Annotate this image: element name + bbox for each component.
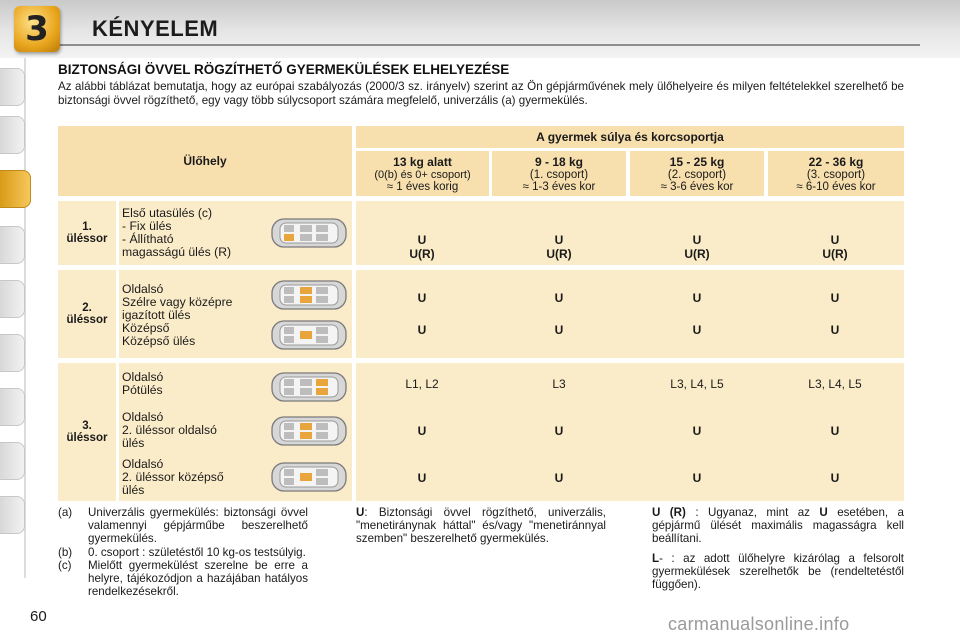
side-tab-9	[0, 496, 25, 534]
group-age: ≈ 6-10 éves kor	[796, 180, 876, 193]
side-tab-5	[0, 280, 25, 318]
cell-value: U U(R)	[822, 233, 848, 261]
row-label-1: 1. üléssor	[58, 201, 116, 265]
seat-description: Oldalsó Szélre vagy középre igazított ülés	[122, 282, 233, 322]
group-header: A gyermek súlya és korcsoportja	[536, 130, 724, 144]
row-2-values-cell	[356, 270, 904, 358]
cell-value: L3, L4, L5	[670, 377, 724, 391]
group-header-2	[630, 151, 764, 196]
legend-key: U	[819, 506, 828, 519]
footnote-key: (c)	[58, 558, 72, 572]
chapter-number: 3	[25, 9, 49, 49]
cell-value: U	[830, 424, 840, 438]
side-tab-1	[0, 68, 25, 106]
group-header-3	[768, 151, 904, 196]
side-tab-3-active	[0, 170, 31, 208]
side-tab-4	[0, 226, 25, 264]
group-header-0	[356, 151, 489, 196]
legend-u	[356, 506, 606, 546]
cell-value: U	[417, 291, 427, 305]
cell-value: U	[830, 323, 840, 337]
legend-key: L	[652, 551, 660, 565]
car-seat-diagram-icon	[270, 318, 348, 352]
seat-header: Ülőhely	[183, 154, 227, 168]
footnote	[58, 506, 308, 546]
seat-description: Középső Középső ülés	[122, 321, 196, 348]
group-age: ≈ 1 éves korig	[386, 180, 459, 193]
cell-value: U	[830, 291, 840, 305]
group-header-cell	[356, 126, 904, 148]
cell-value: U	[830, 471, 840, 485]
cell-value: U	[692, 424, 702, 438]
cell-value: U U(R)	[409, 233, 435, 261]
chapter-title: KÉNYELEM	[92, 16, 219, 41]
cell-value: L3, L4, L5	[808, 377, 862, 391]
car-seat-diagram-icon	[270, 216, 348, 250]
legend-right	[652, 506, 904, 597]
legend-l	[652, 552, 904, 592]
cell-value: U	[417, 471, 427, 485]
car-seat-diagram-icon	[270, 370, 348, 404]
cell-value: U	[554, 323, 564, 337]
cell-value: L1, L2	[405, 377, 439, 391]
footnote-text: Univerzális gyermekülés: biztonsági övvel valamennyi gépjárműbe beszerelhető gyermekülés.	[88, 506, 308, 546]
intro-paragraph: Az alábbi táblázat bemutatja, hogy az európai szabályozás (2000/3 sz. irányelv) szerint az Ön gépjárművének mely ülőhelyeire és milyen feltételekkel szerelhető be biztonsági övvel rögzíthető, egy vagy több súlycsoport számára megfelelő, univerzális (a) gyermekülés.	[58, 80, 904, 107]
side-tab-strip	[0, 58, 34, 578]
side-tab-2	[0, 116, 25, 154]
car-seat-diagram-icon	[270, 414, 348, 448]
group-name: (2. csoport)	[667, 168, 727, 181]
group-weight: 15 - 25 kg	[669, 154, 725, 169]
legend-text: : Ugyanaz, mint az	[685, 506, 820, 519]
cell-value: U	[417, 323, 427, 337]
group-weight: 13 kg alatt	[393, 154, 452, 169]
section-title: BIZTONSÁGI ÖVVEL RÖGZÍTHETŐ GYERMEKÜLÉSEK ELHELYEZÉSE	[58, 62, 510, 77]
legend-ur	[652, 506, 904, 546]
row-label-3: 3. üléssor	[58, 363, 116, 501]
footnote	[58, 546, 308, 559]
watermark: carmanualsonline.info	[668, 614, 850, 634]
side-tab-7	[0, 388, 25, 426]
cell-value: U	[417, 424, 427, 438]
seat-description: Első utasülés (c) - Fix ülés - Állítható magasságú ülés (R)	[122, 206, 232, 259]
cell-value: U	[692, 323, 702, 337]
footnotes-left	[58, 506, 308, 598]
cell-value: U U(R)	[684, 233, 710, 261]
page-number: 60	[30, 608, 47, 625]
footnote-text: 0. csoport : születéstől 10 kg-os testsúlyig.	[88, 545, 306, 559]
seat-header-cell	[58, 126, 352, 196]
legend-key: U (R)	[652, 506, 686, 519]
cell-value: U	[692, 471, 702, 485]
cell-value: U	[554, 424, 564, 438]
group-name: (3. csoport)	[806, 168, 866, 181]
seat-description: Oldalsó 2. üléssor oldalsó ülés	[122, 410, 217, 450]
side-tab-6	[0, 334, 25, 372]
group-age: ≈ 1-3 éves kor	[522, 180, 596, 193]
legend-text: - : az adott ülőhelyre kizárólag a felsorolt gyermekülések szerelhetők be (rendeltetéstől függően).	[652, 551, 904, 592]
cell-value: U U(R)	[546, 233, 572, 261]
cell-value: U	[692, 291, 702, 305]
footnote-key: (a)	[58, 506, 73, 519]
footnote-key: (b)	[58, 545, 73, 559]
legend-text: : Biztonsági övvel rögzíthető, univerzális, "menetiránynak háttal" és/vagy "menetiránnyal szemben" beszerelhető gyermekülés.	[356, 506, 606, 546]
footnote	[58, 559, 308, 599]
legend-key: U	[356, 506, 365, 519]
footnote-text: Mielőtt gyermekülést szerelne be erre a helyre, tájékozódjon a hazájában hatályos rendelkezésekről.	[88, 558, 308, 599]
group-name: (0(b) és 0+ csoport)	[374, 168, 471, 181]
group-age: ≈ 3-6 éves kor	[660, 180, 734, 193]
car-seat-diagram-icon	[270, 278, 348, 312]
car-seat-diagram-icon	[270, 460, 348, 494]
group-name: (1. csoport)	[529, 168, 589, 181]
legend-text: esetében, a gépjármű ülését maximális magasságra kell beállítani.	[652, 506, 904, 546]
chapter-number-badge	[14, 6, 60, 52]
row-label-2: 2. üléssor	[58, 270, 116, 358]
group-weight: 9 - 18 kg	[534, 154, 584, 169]
seat-description: Oldalsó 2. üléssor középső ülés	[122, 457, 224, 497]
side-tab-8	[0, 442, 25, 480]
seat-description: Oldalsó Pótülés	[122, 370, 164, 397]
cell-value: L3	[552, 377, 566, 391]
cell-value: U	[554, 291, 564, 305]
group-header-1	[492, 151, 626, 196]
group-weight: 22 - 36 kg	[808, 154, 864, 169]
cell-value: U	[554, 471, 564, 485]
